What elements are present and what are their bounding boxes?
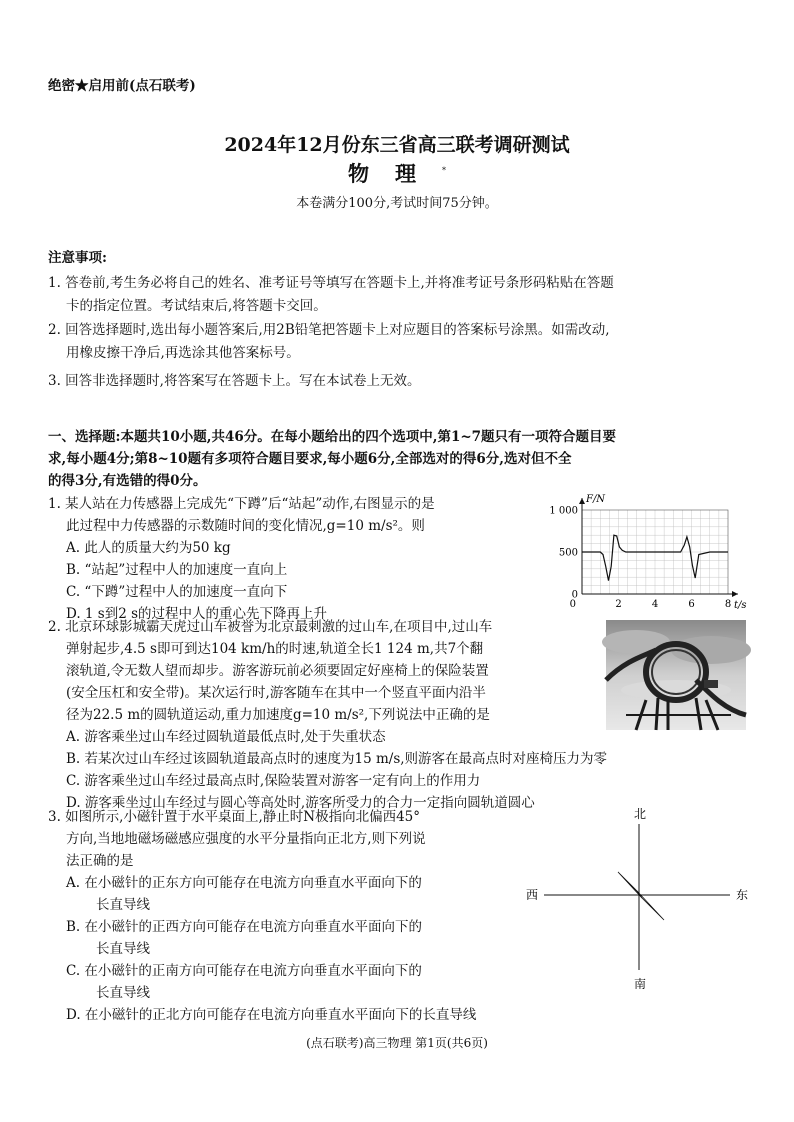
origin-label: 0 [569,599,576,610]
compass-diagram [524,806,754,992]
question-2-option-d: D. 游客乘坐过山车经过与圆心等高处时,游客所受力的合力一定指向圆轨道圆心 [66,795,535,811]
notes-heading: 注意事项: [48,250,107,266]
confidential-label: 绝密★启用前(点石联考) [48,78,196,94]
question-3-stem: 方向,当地地磁场磁感应强度的水平分量指向正北方,则下列说 [66,831,426,847]
needle-north-end [618,872,642,898]
question-3-option-d: D. 在小磁针的正北方向可能存在电流方向垂直水平面向下的长直导线 [66,1007,477,1023]
section-instruction: 一、选择题:本题共10小题,共46分。在每小题给出的四个选项中,第1~7题只有一项符合题目要 [48,429,617,445]
question-3-stem: 法正确的是 [66,853,134,869]
question-3-option-b: B. 在小磁针的正西方向可能存在电流方向垂直水平面向下的 [66,919,423,935]
question-1-option-c: C. “下蹲”过程中人的加速度一直向下 [66,584,288,600]
question-3-option-a: A. 在小磁针的正东方向可能存在电流方向垂直水平面向下的 [66,875,422,891]
x-tick-label: 8 [724,599,732,610]
page-footer: (点石联考)高三物理 第1页(共6页) [306,1036,488,1050]
question-1-stem: 1. 某人站在力传感器上完成先“下蹲”后“站起”动作,右图显示的是 [48,496,435,512]
note-line: 用橡皮擦干净后,再选涂其他答案标号。 [66,345,300,361]
subject-title [0,158,794,188]
north-label: 北 [634,807,647,821]
x-tick-labels [570,599,732,610]
x-tick-label: 2 [615,599,622,610]
section-instruction: 求,每小题4分;第8~10题有多项符合题目要求,每小题6分,全部选对的得6分,选对但不全 [48,451,572,467]
question-1-option-a: A. 此人的质量大约为50 kg [66,540,231,556]
question-2-stem: (安全压杠和安全带)。某次运行时,游客随车在其中一个竖直平面内沿半 [66,685,486,701]
question-2-stem: 2. 北京环球影城霸天虎过山车被誉为北京最刺激的过山车,在项目中,过山车 [48,619,493,635]
question-2-stem: 径为22.5 m的圆轨道运动,重力加速度g=10 m/s²,下列说法中正确的是 [66,707,490,723]
east-label: 东 [736,888,749,902]
x-tick-label: 6 [688,599,695,610]
question-2-option-b: B. 若某次过山车经过该圆轨道最高点时的速度为15 m/s,则游客在最高点时对座椅压力为零 [66,751,608,767]
x-tick-label: 4 [651,599,659,610]
question-1-option-d: D. 1 s到2 s的过程中人的重心先下降再上升 [66,606,328,622]
question-2-option-c: C. 游客乘坐过山车经过最高点时,保险装置对游客一定有向上的作用力 [66,773,481,789]
note-line: 3. 回答非选择题时,将答案写在答题卡上。写在本试卷上无效。 [48,373,421,389]
question-3-option-c-cont: 长直导线 [96,985,150,1001]
y-tick-label: 500 [558,547,578,559]
question-3-stem: 3. 如图所示,小磁针置于水平桌面上,静止时N极指向北偏西45° [48,809,420,825]
subject-name: 物理 [348,161,442,186]
y-axis-label: F/N [586,494,606,505]
section-instruction: 的得3分,有选错的得0分。 [48,473,207,489]
question-3-option-c: C. 在小磁针的正南方向可能存在电流方向垂直水平面向下的 [66,963,422,979]
subject-mark: * [442,166,446,175]
west-label: 西 [526,888,539,902]
score-time-note: 本卷满分100分,考试时间75分钟。 [296,196,498,211]
south-label: 南 [634,977,647,991]
note-line: 1. 答卷前,考生务必将自己的姓名、准考证号等填写在答题卡上,并将准考证号条形码粘贴在答题 [48,275,614,291]
question-1-option-b: B. “站起”过程中人的加速度一直向上 [66,562,288,578]
roller-coaster-photo [606,620,746,730]
question-1-stem: 此过程中力传感器的示数随时间的变化情况,g=10 m/s²。则 [66,518,425,534]
force-time-chart [544,490,747,612]
question-3-option-a-cont: 长直导线 [96,897,150,913]
y-axis-arrow [579,498,585,504]
exam-title: 2024年12月份东三省高三联考调研测试 [224,134,570,156]
question-2-stem: 弹射起步,4.5 s即可到达104 km/h的时速,轨道全长1 124 m,共7个翻 [66,641,484,657]
note-line: 2. 回答选择题时,选出每小题答案后,用2B铅笔把答题卡上对应题目的答案标号涂黑。如需改动, [48,322,610,338]
question-3-option-b-cont: 长直导线 [96,941,150,957]
chart-axes [579,498,738,597]
x-axis-label: t/s [734,600,747,611]
question-2-stem: 滚轨道,令无数人望而却步。游客游玩前必须要固定好座椅上的保险装置 [66,663,489,679]
y-tick-label: 0 [571,589,578,601]
y-tick-label: 1 000 [549,505,578,517]
x-axis-arrow [732,591,738,597]
y-tick-labels [549,506,578,601]
question-2-option-a: A. 游客乘坐过山车经过圆轨道最低点时,处于失重状态 [66,729,386,745]
note-line: 卡的指定位置。考试结束后,将答题卡交回。 [66,298,327,314]
